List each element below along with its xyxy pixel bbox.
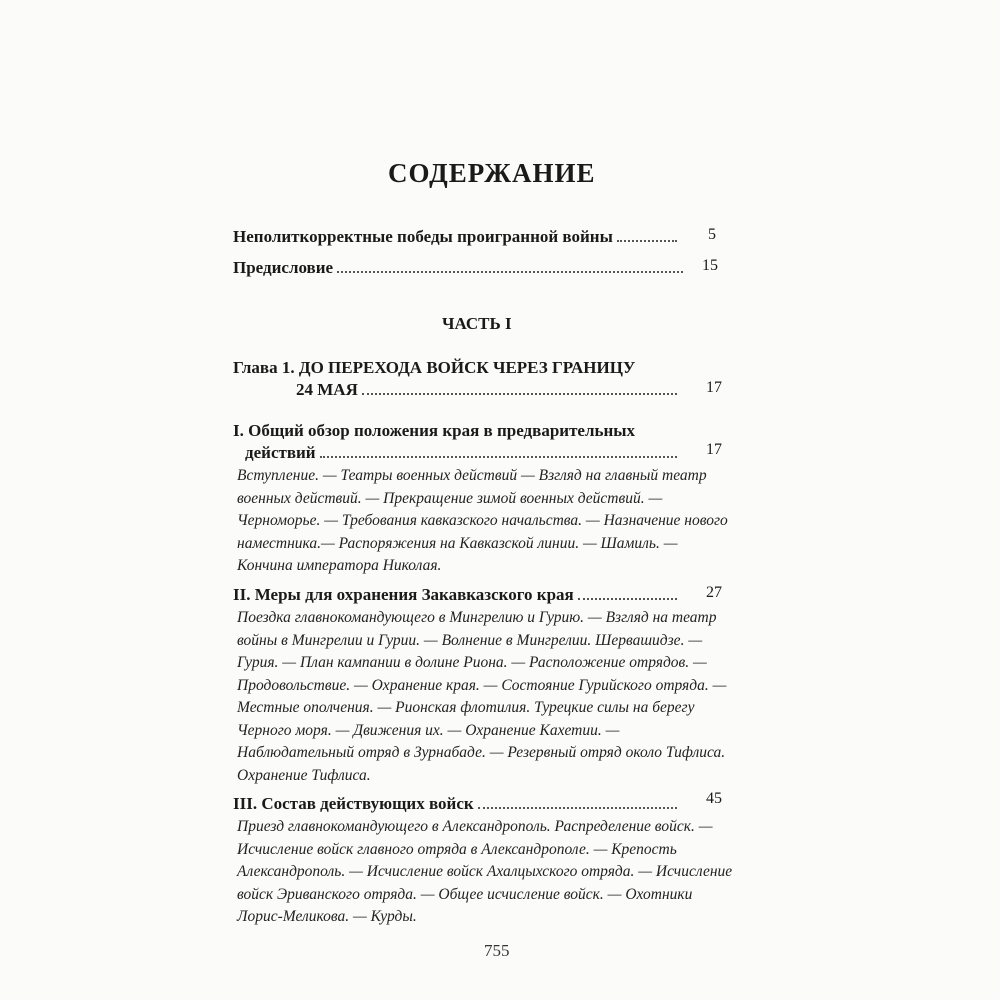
description-line: войск Эриванского отряда. — Общее исчисление войск. — Охотники — [237, 885, 693, 903]
description-line: Кончина императора Николая. — [237, 557, 442, 574]
dot-leader — [578, 598, 677, 600]
dot-leader — [337, 271, 683, 273]
toc-entry-preface[interactable] — [233, 257, 723, 279]
toc-page-number: 15 — [702, 257, 718, 274]
toc-section-2[interactable] — [233, 584, 723, 606]
dot-leader — [362, 393, 677, 395]
description-line: Исчисление войск главного отряда в Александрополе. — Крепость — [237, 840, 677, 858]
toc-entry-label: Неполиткорректные победы проигранной войны — [233, 227, 613, 246]
toc-page-number: 27 — [706, 584, 722, 601]
description-line: Александрополь. — Исчисление войск Ахалцыхского отряда. — Исчисление — [237, 863, 733, 880]
toc-page-number: 17 — [706, 441, 722, 458]
description-line: Гурия. — План кампании в долине Риона. — Расположение отрядов. — — [237, 654, 707, 671]
page-title: СОДЕРЖАНИЕ — [388, 158, 596, 188]
section-description — [237, 816, 733, 929]
toc-section-3[interactable] — [233, 793, 723, 815]
section-title-line2: действий — [245, 443, 316, 462]
description-line: Наблюдательный отряд в Зурнабаде. — Резервный отряд около Тифлиса. — [237, 744, 726, 761]
dot-leader — [478, 807, 677, 809]
description-line: наместника.— Распоряжения на Кавказской линии. — Шамиль. — — [237, 534, 678, 552]
section-title: II. Меры для охранения Закавказского края — [233, 585, 574, 604]
dot-leader — [617, 240, 677, 242]
description-line: Вступление. — Театры военных действий — Взгляд на главный театр — [237, 467, 707, 484]
description-line: Охранение Тифлиса. — [237, 766, 371, 784]
section-description — [237, 465, 727, 578]
chapter-title-line2: 24 МАЯ — [296, 380, 358, 399]
chapter-title-line1: Глава 1. ДО ПЕРЕХОДА ВОЙСК ЧЕРЕЗ ГРАНИЦУ — [233, 358, 636, 377]
description-line: Местные ополчения. — Рионская флотилия. Турецкие силы на берегу — [237, 699, 695, 716]
description-line: Черного моря. — Движения их. — Охранение Кахетии. — — [237, 721, 620, 739]
description-line: Поездка главнокомандующего в Мингрелию и Гурию. — Взгляд на театр — [237, 609, 717, 626]
description-line: Черноморье. — Требования кавказского начальства. — Назначение нового — [237, 512, 728, 529]
toc-section-1[interactable] — [233, 420, 723, 464]
description-line: войны в Мингрелии и Гурии. — Волнение в Мингрелии. Шервашидзе. — — [237, 631, 703, 649]
description-line: Лорис-Меликова. — Курды. — [237, 908, 417, 925]
section-title: III. Состав действующих войск — [233, 794, 474, 813]
toc-chapter-1[interactable] — [233, 357, 723, 401]
toc-entry-label: Предисловие — [233, 258, 334, 277]
dot-leader — [320, 456, 677, 458]
toc-entry-foreword[interactable] — [233, 226, 723, 248]
toc-page-number: 45 — [706, 790, 722, 807]
section-description — [237, 607, 727, 787]
toc-page-number: 17 — [706, 379, 722, 396]
section-title-line1: I. Общий обзор положения края в предварительных — [233, 421, 636, 440]
description-line: Продовольствие. — Охранение края. — Состояние Гурийского отряда. — — [237, 676, 727, 694]
toc-page-number: 5 — [708, 226, 716, 243]
page-number-footer: 755 — [484, 941, 510, 960]
description-line: Приезд главнокомандующего в Александрополь. Распределение войск. — — [237, 818, 713, 835]
part-title: ЧАСТЬ I — [442, 314, 512, 333]
description-line: военных действий. — Прекращение зимой военных действий. — — [237, 489, 663, 507]
